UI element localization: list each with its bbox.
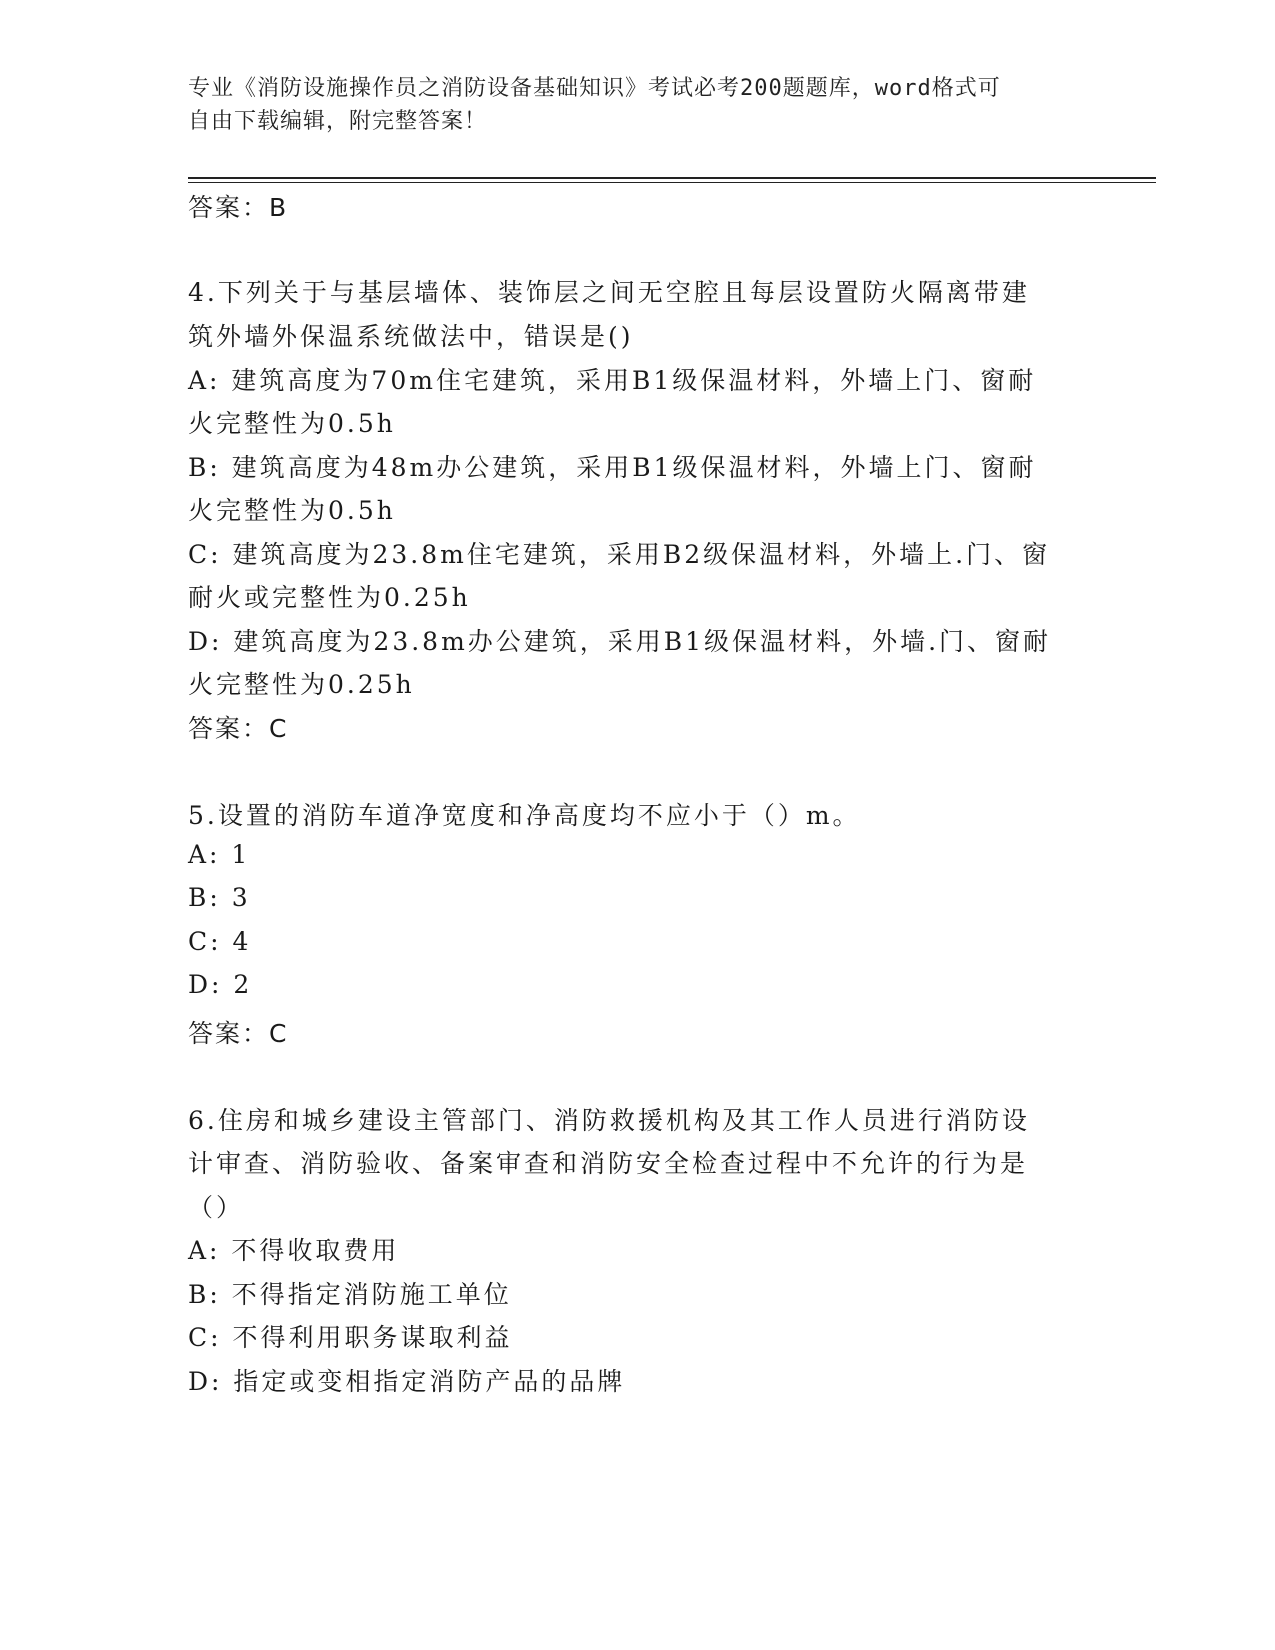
q6-stem-line-1: 6.住房和城乡建设主管部门、消防救援机构及其工作人员进行消防设 — [188, 1106, 1030, 1135]
q6-stem-line-3: （） — [188, 1193, 245, 1222]
header-divider-thin — [188, 182, 1156, 183]
header-divider-thick — [188, 177, 1156, 179]
q6-option-a: A: 不得收取费用 — [188, 1236, 400, 1265]
answer-prev: 答案：B — [188, 193, 289, 222]
q4-option-b-line-2: 火完整性为0.5h — [188, 496, 396, 525]
q4-option-d-line-1: D: 建筑高度为23.8m办公建筑，采用B1级保温材料，外墙.门、窗耐 — [188, 627, 1052, 656]
q4-stem-line-2: 筑外墙外保温系统做法中，错误是() — [188, 322, 634, 351]
q5-option-a: A: 1 — [188, 840, 251, 869]
q6-option-c: C: 不得利用职务谋取利益 — [188, 1323, 513, 1352]
q5-option-d: D: 2 — [188, 970, 253, 999]
q4-stem-line-1: 4.下列关于与基层墙体、装饰层之间无空腔且每层设置防火隔离带建 — [188, 278, 1030, 307]
q4-option-c-line-2: 耐火或完整性为0.25h — [188, 583, 471, 612]
q5-stem: 5.设置的消防车道净宽度和净高度均不应小于（）m。 — [188, 801, 861, 830]
q4-answer: 答案：C — [188, 714, 289, 743]
q6-stem-line-2: 计审查、消防验收、备案审查和消防安全检查过程中不允许的行为是 — [188, 1149, 1029, 1178]
q6-option-d: D: 指定或变相指定消防产品的品牌 — [188, 1367, 626, 1396]
q6-option-b: B: 不得指定消防施工单位 — [188, 1280, 512, 1309]
q4-option-a-line-2: 火完整性为0.5h — [188, 409, 396, 438]
header-title-line-1: 专业《消防设施操作员之消防设备基础知识》考试必考200题题库，word格式可 — [188, 76, 1001, 101]
q5-option-c: C: 4 — [188, 927, 252, 956]
q5-option-b: B: 3 — [188, 883, 251, 912]
q4-option-d-line-2: 火完整性为0.25h — [188, 670, 415, 699]
q4-option-b-line-1: B: 建筑高度为48m办公建筑，采用B1级保温材料，外墙上门、窗耐 — [188, 453, 1037, 482]
q4-option-c-line-1: C: 建筑高度为23.8m住宅建筑，采用B2级保温材料，外墙上.门、窗 — [188, 540, 1051, 569]
header-title-line-2: 自由下载编辑，附完整答案！ — [188, 109, 488, 134]
document-header — [188, 72, 1068, 138]
q5-answer: 答案：C — [188, 1019, 289, 1048]
q4-option-a-line-1: A: 建筑高度为70m住宅建筑，采用B1级保温材料，外墙上门、窗耐 — [188, 366, 1037, 395]
